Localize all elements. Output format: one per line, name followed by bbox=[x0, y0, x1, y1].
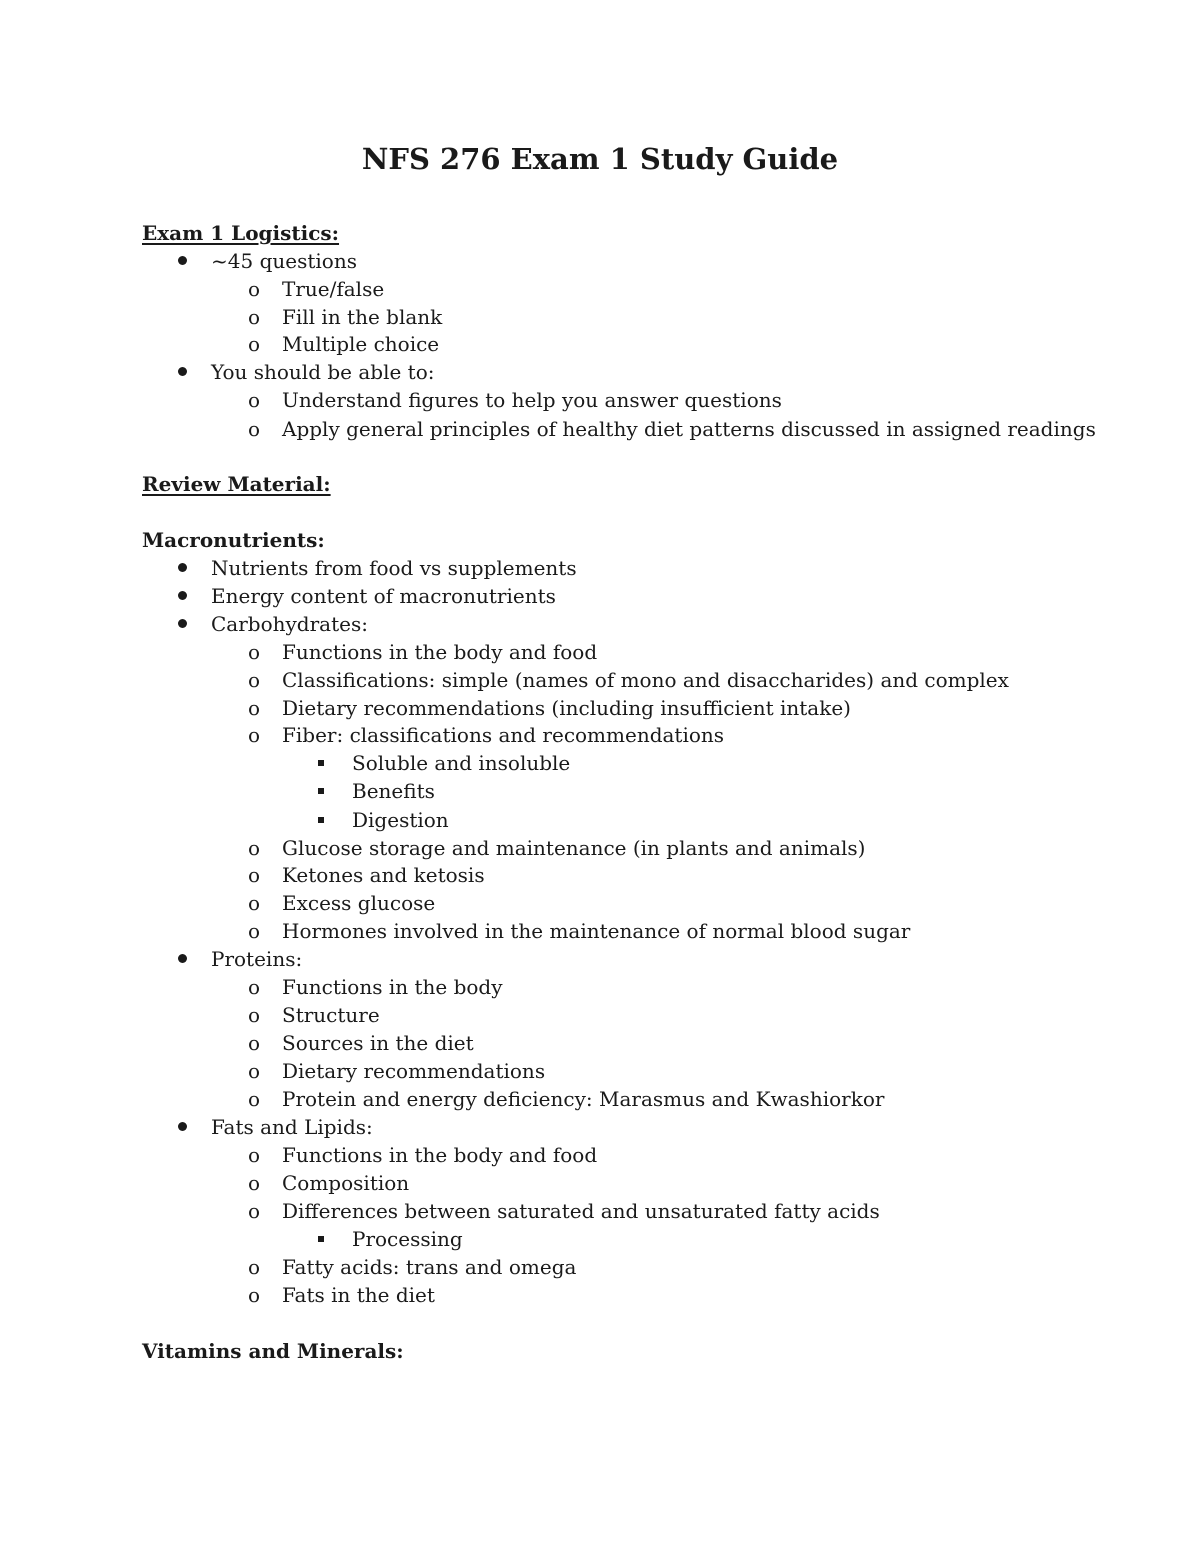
circle-bullet-icon: o bbox=[248, 1255, 261, 1279]
circle-bullet-icon: o bbox=[248, 836, 261, 860]
list-item: o Glucose storage and maintenance (in plants and animals) bbox=[248, 836, 866, 860]
list-item: o Multiple choice bbox=[248, 332, 440, 356]
circle-bullet-icon: o bbox=[248, 723, 261, 747]
vitamins-heading: Vitamins and Minerals: bbox=[142, 1339, 404, 1363]
list-item: o Functions in the body and food bbox=[248, 1143, 598, 1167]
circle-bullet-icon: o bbox=[248, 1171, 261, 1195]
square-bullet-icon bbox=[318, 1236, 324, 1242]
circle-bullet-icon: o bbox=[248, 1199, 261, 1223]
list-item: o Dietary recommendations bbox=[248, 1059, 546, 1083]
list-item: o Classifications: simple (names of mono and disaccharides) and complex bbox=[248, 668, 1009, 692]
list-item: o Hormones involved in the maintenance of normal blood sugar bbox=[248, 919, 911, 943]
circle-bullet-icon: o bbox=[248, 1087, 261, 1111]
square-bullet-icon bbox=[318, 788, 324, 794]
bullet-icon bbox=[178, 591, 187, 600]
bullet-icon bbox=[178, 256, 187, 265]
list-item: o Protein and energy deficiency: Marasmus and Kwashiorkor bbox=[248, 1087, 885, 1111]
list-item: o Sources in the diet bbox=[248, 1031, 474, 1055]
macronutrients-heading: Macronutrients: bbox=[142, 528, 325, 552]
circle-bullet-icon: o bbox=[248, 891, 261, 915]
circle-bullet-icon: o bbox=[248, 1283, 261, 1307]
bullet-icon bbox=[178, 619, 187, 628]
list-item: o Apply general principles of healthy diet patterns discussed in assigned readings bbox=[248, 417, 1096, 441]
list-item: o Fats in the diet bbox=[248, 1283, 435, 1307]
list-item: o Structure bbox=[248, 1003, 380, 1027]
bullet-icon bbox=[178, 954, 187, 963]
circle-bullet-icon: o bbox=[248, 277, 261, 301]
page-title: NFS 276 Exam 1 Study Guide bbox=[361, 142, 839, 176]
bullet-icon bbox=[178, 1122, 187, 1131]
square-bullet-icon bbox=[318, 760, 324, 766]
circle-bullet-icon: o bbox=[248, 417, 261, 441]
list-item: o Fiber: classifications and recommendations bbox=[248, 723, 725, 747]
circle-bullet-icon: o bbox=[248, 388, 261, 412]
circle-bullet-icon: o bbox=[248, 332, 261, 356]
list-item: o Excess glucose bbox=[248, 891, 436, 915]
circle-bullet-icon: o bbox=[248, 1143, 261, 1167]
list-item: Energy content of macronutrients bbox=[211, 582, 556, 610]
square-bullet-icon bbox=[318, 817, 324, 823]
bullet-icon bbox=[178, 563, 187, 572]
circle-bullet-icon: o bbox=[248, 640, 261, 664]
list-item: o Fatty acids: trans and omega bbox=[248, 1255, 577, 1279]
list-item: Benefits bbox=[352, 777, 435, 805]
circle-bullet-icon: o bbox=[248, 1003, 261, 1027]
circle-bullet-icon: o bbox=[248, 696, 261, 720]
list-item: Digestion bbox=[352, 806, 449, 834]
list-item: Processing bbox=[352, 1225, 463, 1253]
circle-bullet-icon: o bbox=[248, 1031, 261, 1055]
circle-bullet-icon: o bbox=[248, 668, 261, 692]
list-item: o Functions in the body bbox=[248, 975, 503, 999]
logistics-heading: Exam 1 Logistics: bbox=[142, 221, 340, 245]
list-item: Fats and Lipids: bbox=[211, 1113, 373, 1141]
list-item: o Composition bbox=[248, 1171, 410, 1195]
circle-bullet-icon: o bbox=[248, 975, 261, 999]
list-item: You should be able to: bbox=[211, 358, 435, 386]
list-item: o True/false bbox=[248, 277, 385, 301]
list-item: ~45 questions bbox=[211, 247, 357, 275]
list-item: Proteins: bbox=[211, 945, 302, 973]
circle-bullet-icon: o bbox=[248, 919, 261, 943]
list-item: Soluble and insoluble bbox=[352, 749, 570, 777]
list-item: o Understand figures to help you answer questions bbox=[248, 388, 782, 412]
list-item: Nutrients from food vs supplements bbox=[211, 554, 577, 582]
list-item: o Functions in the body and food bbox=[248, 640, 598, 664]
circle-bullet-icon: o bbox=[248, 863, 261, 887]
list-item: o Dietary recommendations (including insufficient intake) bbox=[248, 696, 851, 720]
bullet-icon bbox=[178, 367, 187, 376]
review-heading: Review Material: bbox=[142, 472, 331, 496]
circle-bullet-icon: o bbox=[248, 305, 261, 329]
list-item: Carbohydrates: bbox=[211, 610, 368, 638]
circle-bullet-icon: o bbox=[248, 1059, 261, 1083]
list-item: o Fill in the blank bbox=[248, 305, 443, 329]
list-item: o Ketones and ketosis bbox=[248, 863, 485, 887]
list-item: o Differences between saturated and unsaturated fatty acids bbox=[248, 1199, 880, 1223]
